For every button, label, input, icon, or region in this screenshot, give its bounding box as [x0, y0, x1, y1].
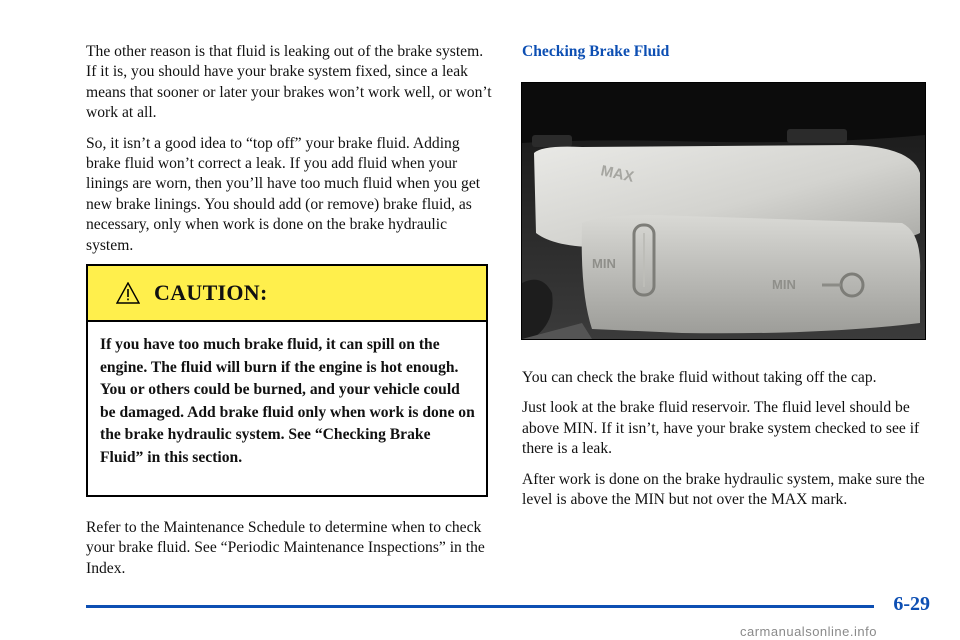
caution-text: If you have too much brake fluid, it can spill on the engine. The fluid will burn if the engine is hot enough. You or others could be burned, and your vehicle could be damaged. Add brake fluid only when work is done on the brake hydraulic system. See “Checking Brake Fluid” in this section.	[100, 336, 475, 466]
paragraph-reservoir-level: Just look at the brake fluid reservoir. The fluid level should be above MIN. If it isn’t, have your brake system checked to see if there is a leak.	[522, 399, 920, 458]
paragraph-leak: The other reason is that fluid is leaking out of the brake system. If it is, you should have your brake system fixed, since a leak means that sooner or later your brakes won’t work well, or won’t work at all.	[86, 43, 492, 122]
paragraph-maintenance: Refer to the Maintenance Schedule to determine when to check your brake fluid. See “Periodic Maintenance Inspections” in the Index.	[86, 519, 485, 577]
caution-box	[86, 264, 488, 497]
caution-title: CAUTION:	[154, 280, 268, 305]
min-label-left: MIN	[592, 256, 616, 271]
min-label-right: MIN	[772, 277, 796, 292]
left-column-bottom	[86, 518, 494, 589]
page-number: 6-29	[893, 593, 930, 615]
paragraph-after-work: After work is done on the brake hydraulic system, make sure the level is above the MIN but not over the MAX mark.	[522, 470, 925, 509]
paragraph-check-without-cap: You can check the brake fluid without taking off the cap.	[522, 369, 877, 386]
section-heading: Checking Brake Fluid	[522, 43, 670, 60]
caution-header	[88, 266, 486, 322]
footer-rule	[86, 605, 874, 608]
left-column	[86, 42, 494, 266]
max-label: MAX	[599, 162, 636, 186]
brake-fluid-reservoir-photo	[521, 82, 926, 340]
paragraph-top-off: So, it isn’t a good idea to “top off” your brake fluid. Adding brake fluid won’t correct a leak. If you add fluid when your linings are worn, then you’ll have too much fluid when you get new brake linings. You should add (or remove) brake fluid, as necessary, only when work is done on the brake hydraulic system.	[86, 134, 481, 254]
watermark-text: carmanualsonline.info	[740, 624, 877, 639]
warning-triangle-icon	[116, 282, 140, 304]
right-column	[522, 368, 927, 520]
